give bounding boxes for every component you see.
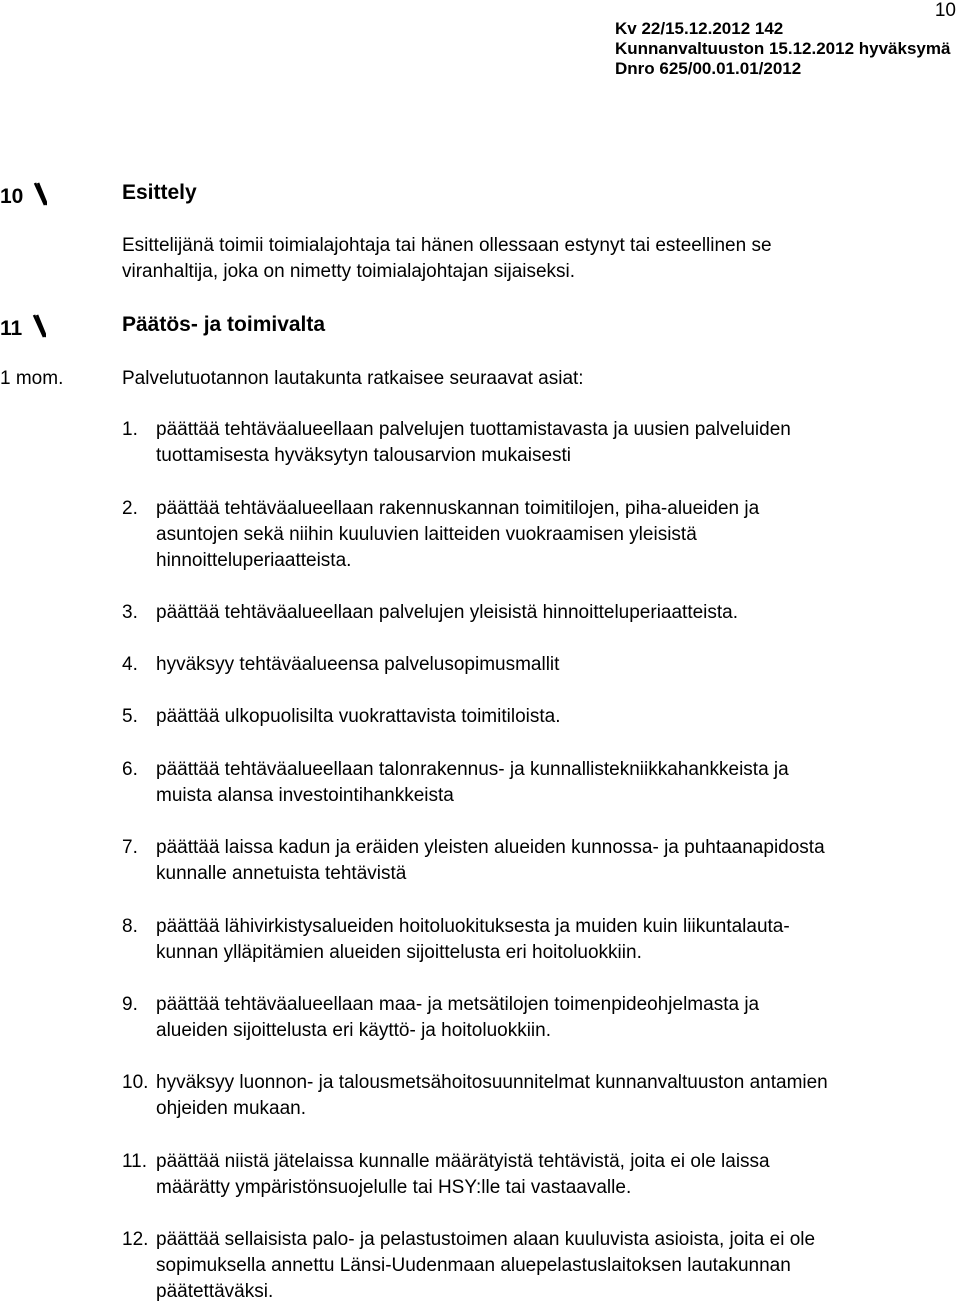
list-item-line: päätettäväksi. <box>156 1281 274 1302</box>
section-11-intro: Palvelutuotannon lautakunta ratkaisee seuraavat asiat: <box>122 368 584 389</box>
list-item-number: 7. <box>122 837 138 858</box>
section-number-text: 10 <box>0 185 24 208</box>
list-item-number: 12. <box>122 1229 149 1250</box>
section-10-title: Esittely <box>122 181 197 204</box>
list-item-line: päättää tehtäväalueellaan palvelujen yleisistä hinnoitteluperiaatteista. <box>156 602 739 623</box>
list-item-line: päättää tehtäväalueellaan talonrakennus- ja kunnallistekniikkahankkeista ja <box>156 759 789 780</box>
list-item-line: päättää niistä jätelaissa kunnalle määrätyistä tehtävistä, joita ei ole laissa <box>156 1151 770 1172</box>
list-item-line: päättää lähivirkistysalueiden hoitoluokituksesta ja muiden kuin liikuntalauta- <box>156 916 790 937</box>
list-item-text <box>156 992 956 1044</box>
list-item-line: hinnoitteluperiaatteista. <box>156 550 352 571</box>
list-item-number: 2. <box>122 498 138 519</box>
list-item-text <box>156 652 956 678</box>
list-item-line: päättää tehtäväalueellaan palvelujen tuottamistavasta ja uusien palveluiden <box>156 419 791 440</box>
list-item-line: muista alansa investointihankkeista <box>156 785 454 806</box>
page-number: 10 <box>934 0 956 21</box>
list-item-line: päättää ulkopuolisilta vuokrattavista toimitiloista. <box>156 706 561 727</box>
list-item-line: sopimuksella annettu Länsi-Uudenmaan aluepelastuslaitoksen lautakunnan <box>156 1255 791 1276</box>
section-10-number <box>0 181 47 209</box>
section-11-number <box>0 313 46 341</box>
list-item-text <box>156 1149 956 1201</box>
list-item-line: päättää laissa kadun ja eräiden yleisten alueiden kunnossa- ja puhtaanapidosta <box>156 837 825 858</box>
list-item-number: 11. <box>122 1151 148 1172</box>
list-item-number: 9. <box>122 994 138 1015</box>
list-item-line: alueiden sijoittelusta eri käyttö- ja hoitoluokkiin. <box>156 1020 551 1041</box>
list-item-line: päättää sellaisista palo- ja pelastustoimen alaan kuuluvista asioista, joita ei ole <box>156 1229 816 1250</box>
section-sign-icon <box>33 181 47 207</box>
list-item-text <box>156 704 956 730</box>
list-item-text <box>156 600 956 626</box>
section-10-line-1: Esittelijänä toimii toimialajohtaja tai hänen ollessaan estynyt tai esteellinen se <box>122 235 772 256</box>
list-item-number: 6. <box>122 759 138 780</box>
list-item-line: asuntojen sekä niihin kuuluvien laitteiden vuokraamisen yleisistä <box>156 524 697 545</box>
list-item-number: 5. <box>122 706 138 727</box>
list-item-line: kunnalle annetuista tehtävistä <box>156 863 407 884</box>
list-item-line: ohjeiden mukaan. <box>156 1098 306 1119</box>
section-sign-icon <box>32 313 46 339</box>
list-item-number: 1. <box>122 419 138 440</box>
document-header <box>615 19 950 79</box>
moment-label: 1 mom. <box>0 368 64 389</box>
list-item-number: 8. <box>122 916 138 937</box>
list-item-line: tuottamisesta hyväksytyn talousarvion mukaisesti <box>156 445 572 466</box>
header-line-1: Kv 22/15.12.2012 142 <box>615 19 784 38</box>
section-number-text: 11 <box>0 317 23 340</box>
list-item-text <box>156 1227 956 1305</box>
list-item-text <box>156 835 956 887</box>
list-item-text <box>156 417 956 469</box>
list-item-number: 3. <box>122 602 138 623</box>
list-item-line: päättää tehtäväalueellaan rakennuskannan toimitilojen, piha-alueiden ja <box>156 498 760 519</box>
list-item-number: 10. <box>122 1072 149 1093</box>
list-item-text <box>156 914 956 966</box>
header-line-2: Kunnanvaltuuston 15.12.2012 hyväksymä <box>615 39 951 58</box>
section-10-line-2: viranhaltija, joka on nimetty toimialajohtajan sijaiseksi. <box>122 261 576 282</box>
list-item-text <box>156 1070 956 1122</box>
list-item-line: hyväksyy tehtäväalueensa palvelusopimusmallit <box>156 654 560 675</box>
section-11-title: Päätös- ja toimivalta <box>122 313 326 336</box>
list-item-text <box>156 496 956 574</box>
header-line-3: Dnro 625/00.01.01/2012 <box>615 59 802 78</box>
list-item-line: kunnan ylläpitämien alueiden sijoittelusta eri hoitoluokkiin. <box>156 942 642 963</box>
list-item-text <box>156 757 956 809</box>
list-item-number: 4. <box>122 654 138 675</box>
list-item-line: hyväksyy luonnon- ja talousmetsähoitosuunnitelmat kunnanvaltuuston antamien <box>156 1072 828 1093</box>
list-item-line: määrätty ympäristönsuojelulle tai HSY:lle tai vastaavalle. <box>156 1177 632 1198</box>
list-item-line: päättää tehtäväalueellaan maa- ja metsätilojen toimenpideohjelmasta ja <box>156 994 760 1015</box>
